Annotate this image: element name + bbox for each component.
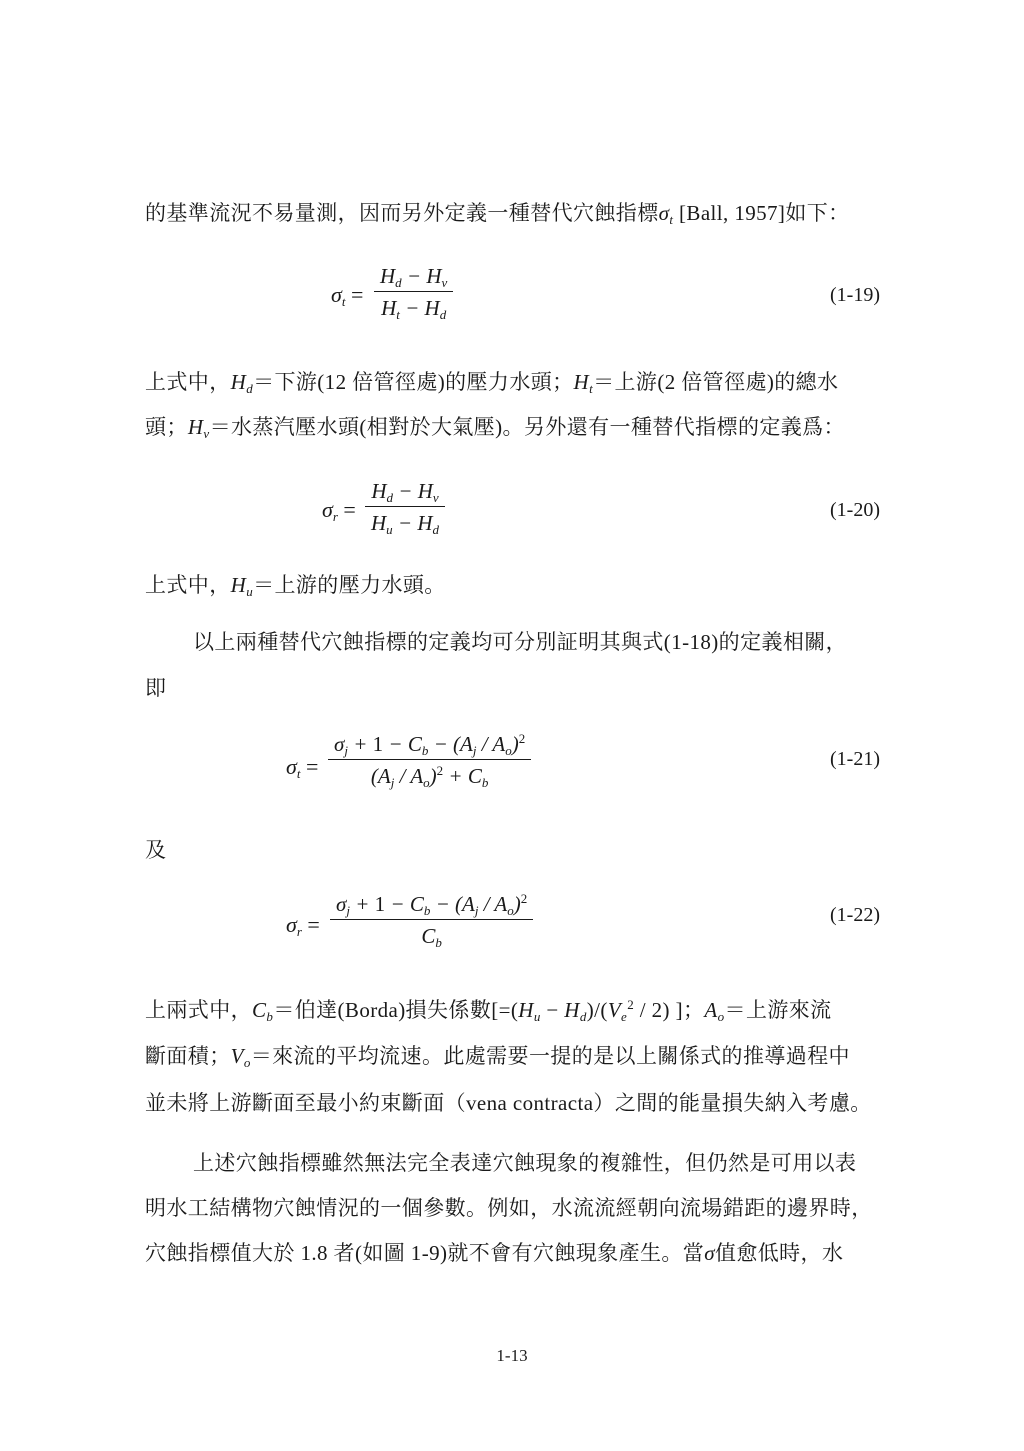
- sigma-symbol: σ: [704, 1241, 715, 1265]
- equation-1-20: [0, 477, 1024, 549]
- h-v-symbol: $H_v$: [187, 415, 210, 441]
- equation-lhs: $\sigma_r$ =: [286, 912, 320, 939]
- paragraph-5-line-1: 及: [145, 838, 167, 862]
- equation-1-19: [0, 262, 1024, 334]
- equation-number: (1-20): [830, 499, 880, 521]
- text-segment: 的基準流況不易量測，因而另外定義一種替代穴蝕指標: [145, 201, 659, 225]
- numerator: $\sigma_j + 1 - C_b - (A_j / A_o)^2$: [334, 731, 526, 758]
- paragraph-6-line-2: 斷面積；$V_o=$來流的平均流速。此處需要一提的是以上關係式的推導過程中: [145, 1044, 850, 1070]
- numerator: $H_d - H_v$: [371, 479, 439, 505]
- h-d-symbol: $H_d$: [230, 370, 254, 396]
- fraction: [330, 892, 533, 949]
- c-b-symbol: $C_b$: [252, 998, 274, 1024]
- paragraph-4-line-1: 以上兩種替代穴蝕指標的定義均可分別証明其與式(1-18)的定義相關，: [193, 630, 848, 654]
- equation-1-22: [0, 890, 1024, 962]
- paragraph-2-line-2: 頭；$H_v=$水蒸汽壓水頭(相對於大氣壓)。另外還有一種替代指標的定義爲：: [145, 415, 845, 441]
- a-o-symbol: $A_o$: [704, 998, 725, 1024]
- h-u-symbol: $H_u$: [230, 573, 254, 599]
- equation-lhs: $\sigma_t$ =: [286, 754, 319, 781]
- text-segment: [Ball, 1957]如下：: [673, 201, 850, 225]
- denominator: $C_b$: [421, 924, 442, 950]
- paragraph-7-line-1: 上述穴蝕指標雖然無法完全表達穴蝕現象的複雜性，但仍然是可用以表: [193, 1151, 857, 1175]
- numerator: $H_d - H_v$: [380, 264, 448, 290]
- equation-number: (1-19): [830, 284, 880, 306]
- denominator: $(A_j / A_o)^2 + C_b$: [370, 763, 489, 790]
- v-o-symbol: $V_o$: [230, 1044, 251, 1070]
- fraction: [328, 732, 531, 789]
- equation-number: (1-22): [830, 904, 880, 926]
- paragraph-2-line-1: 上式中，$H_d=$下游(12 倍管徑處)的壓力水頭；$H_t=$上游(2 倍管徑處)的總水: [145, 370, 839, 396]
- h-t-symbol: $H_t$: [573, 370, 594, 396]
- denominator: $H_t - H_d$: [381, 296, 447, 322]
- paragraph-6-line-3: 並未將上游斷面至最小約束斷面（vena contracta）之間的能量損失納入考慮。: [145, 1091, 872, 1115]
- paragraph-6-line-1: 上兩式中，$C_b=$伯達(Borda)損失係數[$=(H_u - H_d)/(V_e^2 / 2)$ ]；$A_o=$上游來流: [145, 997, 832, 1024]
- equation-1-21: [0, 730, 1024, 802]
- paragraph-7-line-3: 穴蝕指標值大於 1.8 者(如圖 1-9)就不會有穴蝕現象產生。當σ值愈低時，水: [145, 1241, 844, 1265]
- equation-lhs: $\sigma_r$ =: [322, 497, 356, 524]
- sigma-t-symbol: $\sigma_t$: [658, 201, 674, 227]
- page-number: 1-13: [496, 1346, 528, 1365]
- denominator: $H_u - H_d$: [371, 511, 440, 537]
- equation-number: (1-21): [830, 748, 880, 770]
- paragraph-1-line-1: [145, 198, 910, 228]
- equation-lhs: $\sigma_t$ =: [331, 282, 364, 309]
- fraction: [374, 264, 453, 321]
- fraction: [365, 479, 445, 536]
- paragraph-4-line-2: 即: [145, 676, 167, 700]
- numerator: $\sigma_j + 1 - C_b - (A_j / A_o)^2$: [336, 891, 528, 918]
- paragraph-7-line-2: 明水工結構物穴蝕情況的一個參數。例如，水流流經朝向流場錯距的邊界時，: [145, 1196, 873, 1220]
- paragraph-3-line-1: 上式中，$H_u=$上游的壓力水頭。: [145, 573, 446, 599]
